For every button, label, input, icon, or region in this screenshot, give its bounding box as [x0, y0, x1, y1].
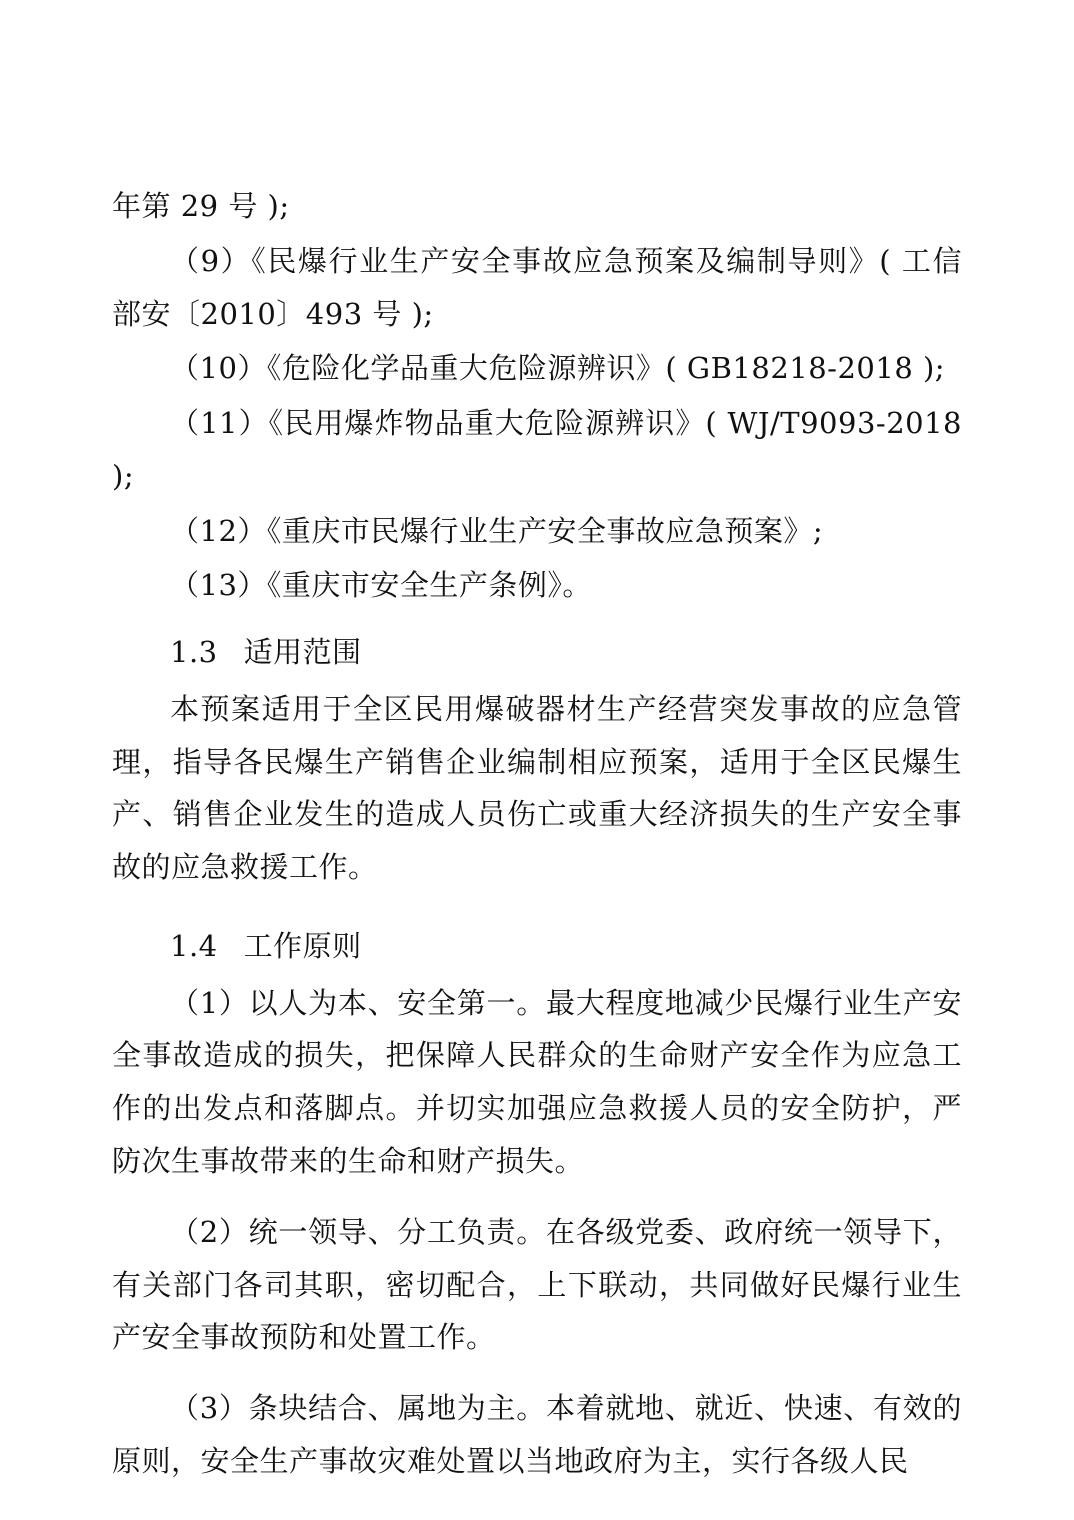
- section-title: 工作原则: [243, 928, 362, 963]
- spacer: [112, 1366, 962, 1382]
- section-paragraph: 本预案适用于全区民用爆破器材生产经营突发事故的应急管理，指导各民爆生产销售企业编制相应预案，适用于全区民爆生产、销售企业发生的造成人员伤亡或重大经济损失的生产安全事故的应急救援工作。: [112, 691, 962, 885]
- spacer: [112, 896, 962, 906]
- list-item: （9）《民爆行业生产安全事故应急预案及编制导则》( 工信部安〔2010〕493 号 );: [112, 243, 962, 331]
- section-paragraph: （1）以人为本、安全第一。最大程度地减少民爆行业生产安全事故造成的损失，把保障人民群众的生命财产安全作为应急工作的出发点和落脚点。并切实加强应急救援人员的安全防护，严防次生事故带来的生命和财产损失。: [112, 985, 962, 1179]
- spacer: [112, 1190, 962, 1206]
- list-item: （13）《重庆市安全生产条例》。: [170, 568, 592, 603]
- list-item: （12）《重庆市民爆行业生产安全事故应急预案》;: [170, 513, 824, 548]
- section-number: 1.3: [170, 635, 218, 670]
- section-paragraph: （3）条块结合、属地为主。本着就地、就近、快速、有效的原则，安全生产事故灾难处置以当地政府为主，实行各级人民: [112, 1391, 962, 1478]
- section-paragraph: （2）统一领导、分工负责。在各级党委、政府统一领导下，有关部门各司其职，密切配合，上下联动，共同做好民爆行业生产安全事故预防和处置工作。: [112, 1214, 962, 1355]
- section-heading-1-3: [112, 626, 962, 679]
- section-heading-1-4: [112, 920, 962, 973]
- section-number: 1.4: [170, 928, 218, 963]
- list-item: （10）《危险化学品重大危险源辨识》( GB18218-2018 );: [170, 351, 946, 386]
- paragraph-continuation: 年第 29 号 );: [112, 189, 290, 223]
- list-item: （11）《民用爆炸物品重大危险源辨识》( WJ/T9093-2018 );: [112, 406, 962, 493]
- document-body: [112, 180, 962, 1488]
- section-title: 适用范围: [243, 635, 362, 670]
